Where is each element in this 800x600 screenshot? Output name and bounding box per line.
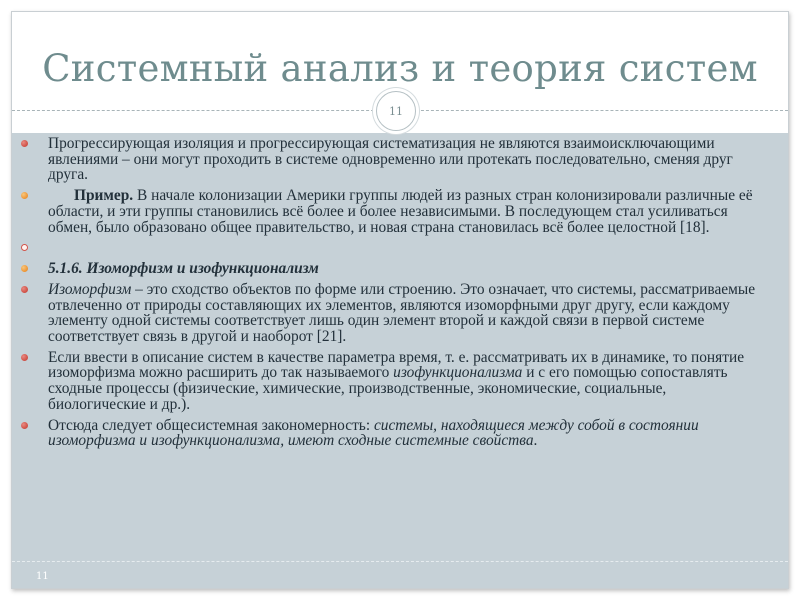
bullet-icon [21,244,28,251]
footer-page-number: 11 [36,571,49,582]
bullet-icon [21,265,28,272]
paragraph-1 [20,136,760,183]
term-isomorphism: Изоморфизм [48,280,132,298]
bullet-icon [21,422,28,429]
example-label: Пример. [74,187,134,205]
paragraph-text: Отсюда следует общесистемная закономерность: [48,416,374,434]
system-law-statement: системы, находящиеся между собой в состоянии изоморфизма и изофункционализма, имеют сходные системные свойства [48,416,699,450]
bullet-icon [21,140,28,147]
term-isofunctionalism: изофункционализма [393,364,523,382]
paragraph-text: – это сходство объектов по форме или строению. Это означает, что системы, рассматриваемые отвлеченно от природы составляющих их элементов, являются изоморфными друг другу, если каждому элементу одной системы соответствует лишь один элемент второй и каждой связи в первой системе соответствует связь в другой и наоборот [21]. [48,280,756,346]
footer-band [12,561,788,588]
section-heading-text: 5.1.6. Изоморфизм и изофункционализм [48,260,319,278]
paragraph-text-continued: и с его помощью сопоставлять сходные процессы (физические, химические, производственные, экономические, социальные, биологические и др.). [48,364,728,413]
paragraph-4 [20,282,760,345]
empty-bullet-line [20,240,760,256]
paragraph-end: . [533,432,538,450]
slide-body [20,136,760,454]
paragraph-6 [20,418,760,449]
paragraph-text: Прогрессирующая изоляция и прогрессирующая систематизация не являются взаимоисключающими явлениями – они могут проходить в системе одновременно или протекать последовательно, сменяя друг друга. [48,135,733,184]
section-heading [20,261,760,277]
paragraph-5 [20,350,760,413]
paragraph-text: В начале колонизации Америки группы людей из разных стран колонизировали различные её области, и эти группы становились всё более и более независимыми. В последующем стал усиливаться обмен, было образовано общее правительство, и новая страна становилась всё более целостной [18]. [48,187,753,236]
bullet-icon [21,354,28,361]
bullet-icon [21,286,28,293]
slide-title: Системный анализ и теория систем [42,47,758,90]
bullet-icon [21,192,28,199]
paragraph-2 [20,188,760,235]
page-number-badge: 11 [376,91,416,131]
paragraph-text: Если ввести в описание систем в качестве параметра время, т. е. рассматривать их в динамике, то понятие изоморфизма можно расширить до так называемого [48,348,745,382]
